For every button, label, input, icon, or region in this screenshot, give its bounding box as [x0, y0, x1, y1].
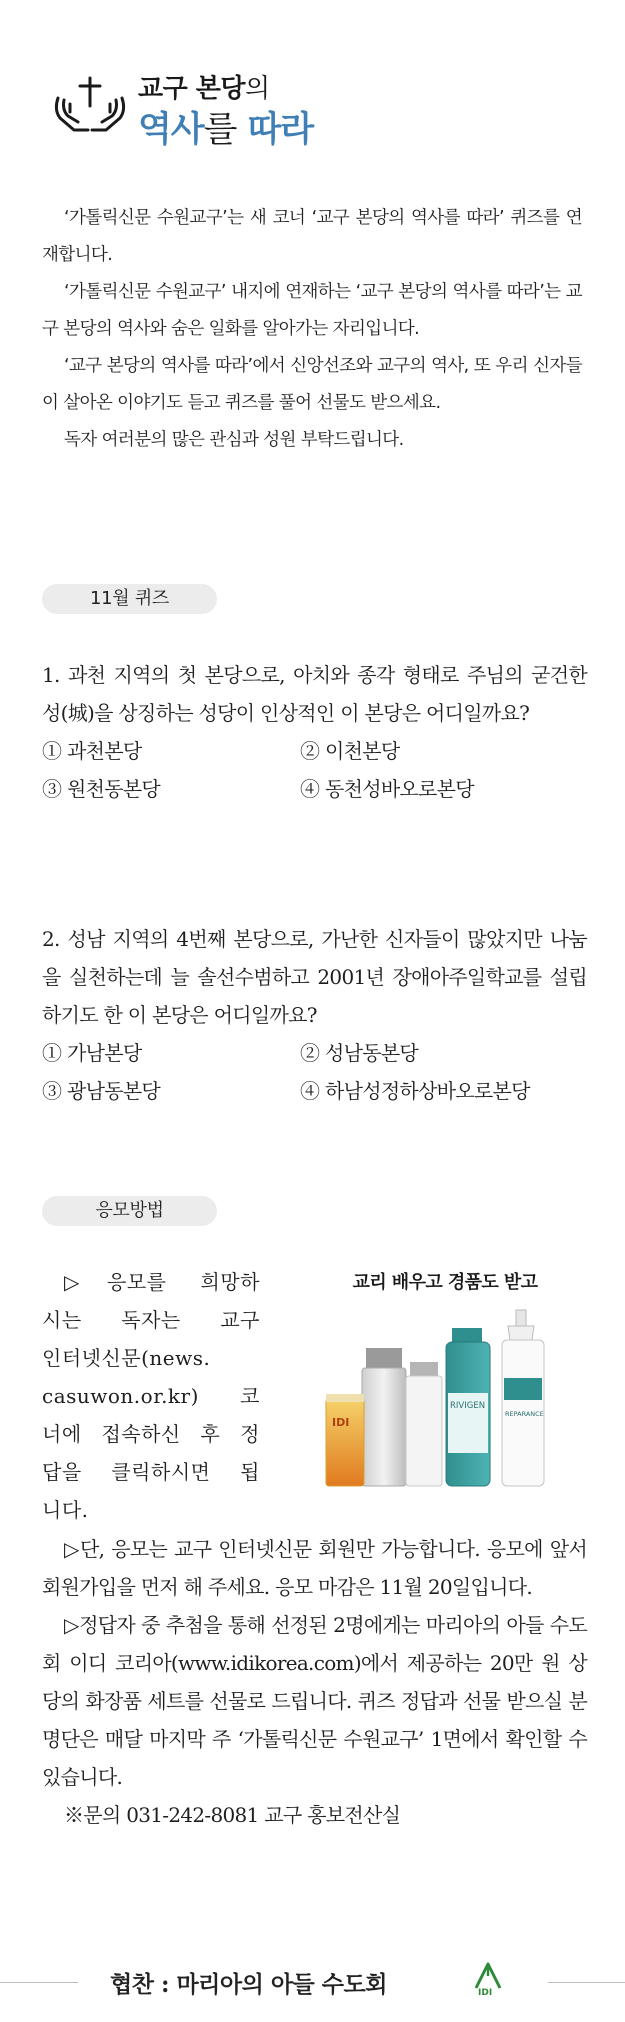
question-2-text: 2. 성남 지역의 4번째 본당으로, 가난한 신자들이 많았지만 나눔을 실천하는데 늘 솔선수범하고 2001년 장애아주일학교를 설립하기도 한 이 본당은 어디일까요? [42, 927, 587, 1027]
bottle-label-1: RIVIGEN [450, 1401, 486, 1411]
apply-paragraph: ▷단, 응모는 교구 인터넷신문 회원만 가능합니다. 응모에 앞서 회원가입을 먼저 해 주세요. 응모 마감은 11월 20일입니다. [42, 1537, 587, 1599]
intro-paragraph: 독자 여러분의 많은 관심과 성원 부탁드립니다. [64, 430, 404, 450]
question-1-option-2: ② 이천본당 [300, 739, 400, 763]
intro-paragraph: ‘가톨릭신문 수원교구’ 내지에 연재하는 ‘교구 본당의 역사를 따라’는 교구 본당의 역사와 숨은 일화를 알아가는 자리입니다. [42, 282, 582, 339]
bottle-label-2: REPARANCE [505, 1410, 544, 1418]
question-2-option-2: ② 성남동본당 [300, 1041, 419, 1065]
header-title-line2: 역사를 따라 [138, 110, 314, 150]
question-1-option-4: ④ 동천성바오로본당 [300, 777, 474, 801]
question-1 [42, 656, 587, 808]
question-1-options [42, 732, 587, 808]
intro-paragraph: ‘교구 본당의 역사를 따라’에서 신앙선조와 교구의 역사, 또 우리 신자들이 살아온 이야기도 듣고 퀴즈를 풀어 선물도 받으세요. [42, 356, 582, 413]
product-caption: 교리 배우고 경품도 받고 [352, 1272, 538, 1293]
question-2-option-3: ③ 광남동본당 [42, 1079, 161, 1103]
footer-divider-right [548, 1982, 625, 1983]
page-header [50, 62, 450, 152]
cosmetics-set-image [322, 1298, 582, 1498]
question-2-option-4: ④ 하남성정하상바오로본당 [300, 1079, 530, 1103]
question-1-text: 1. 과천 지역의 첫 본당으로, 아치와 종각 형태로 주님의 굳건한 성(城)을 상징하는 성당이 인상적인 이 본당은 어디일까요? [42, 663, 587, 725]
apply-paragraph: ▷정답자 중 추첨을 통해 선정된 2명에게는 마리아의 아들 수도회 이디 코리아(www.idikorea.com)에서 제공하는 20만 원 상당의 화장품 세트를 선물로 드립니다. 퀴즈 정답과 선물 받으실 분 명단은 매달 마지막 주 ‘가톨릭신문 수원교구’ 1면에서 확인할 수 있습니다. [42, 1613, 587, 1789]
apply-section-label: 응모방법 [42, 1196, 217, 1226]
tube-label: IDI [332, 1416, 350, 1429]
quiz-section-label: 11월 퀴즈 [42, 584, 217, 614]
header-title-line1: 교구 본당의 [138, 74, 270, 104]
idi-logo-icon [470, 1958, 518, 1996]
contact-info: ※문의 031-242-8081 교구 홍보전산실 [64, 1803, 401, 1827]
apply-line: casuwon.or.kr) 코 [42, 1384, 260, 1408]
sponsor-text: 협찬 : 마리아의 아들 수도회 [110, 1971, 387, 1998]
footer-divider-left [0, 1982, 78, 1983]
intro-paragraph: ‘가톨릭신문 수원교구’는 새 코너 ‘교구 본당의 역사를 따라’ 퀴즈를 연재합니다. [42, 208, 582, 265]
apply-line: 너에 접속하신 후 정 [42, 1422, 260, 1446]
apply-line: 시는 독자는 교구 [42, 1308, 260, 1332]
logo-text: IDI [478, 1988, 493, 1996]
question-1-option-1: ① 과천본당 [42, 739, 142, 763]
apply-intro [42, 1263, 260, 1529]
apply-line: 답을 클릭하시면 됩 [42, 1460, 260, 1484]
question-2-options [42, 1034, 587, 1110]
apply-line: 니다. [42, 1498, 89, 1522]
question-1-option-3: ③ 원천동본당 [42, 777, 161, 801]
intro-text [42, 200, 582, 459]
apply-details [42, 1530, 587, 1834]
apply-line: 인터넷신문(news. [42, 1346, 211, 1370]
apply-line: ▷응모를 희망하 [64, 1270, 260, 1294]
question-2 [42, 920, 587, 1110]
question-2-option-1: ① 가남본당 [42, 1041, 142, 1065]
praying-hands-cross-icon [50, 76, 130, 138]
